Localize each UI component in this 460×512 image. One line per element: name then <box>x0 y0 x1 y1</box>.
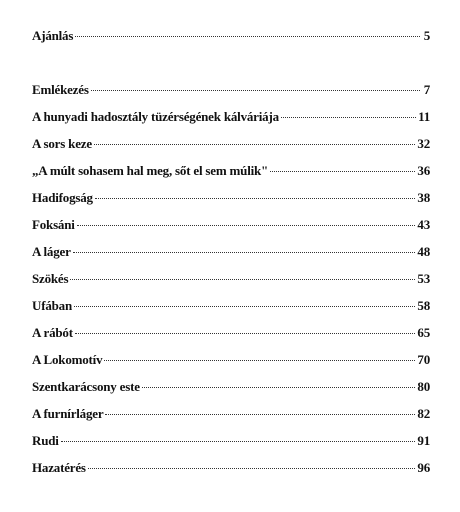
toc-entry-page: 5 <box>423 28 430 43</box>
dot-leader <box>270 171 415 172</box>
toc-entry-lager <box>32 244 430 271</box>
toc-entry-page: 53 <box>417 271 430 286</box>
toc-entry-title: Hazatérés <box>32 460 86 475</box>
toc-entry-page: 80 <box>417 379 430 394</box>
toc-entry-title: Foksáni <box>32 217 75 232</box>
toc-entry-page: 70 <box>417 352 430 367</box>
dot-leader <box>104 360 415 361</box>
toc-entry-title: Ufában <box>32 298 72 313</box>
toc-entry-furnirlager <box>32 406 430 433</box>
toc-entry-title: Szökés <box>32 271 69 286</box>
toc-entry-title: A rábót <box>32 325 73 340</box>
dot-leader <box>105 414 415 415</box>
toc-entry-emlekezes <box>32 82 430 109</box>
toc-entry-lokomotiv <box>32 352 430 379</box>
toc-entry-title: A furnírláger <box>32 406 104 421</box>
dot-leader <box>77 225 416 226</box>
toc-entry-page: 36 <box>417 163 430 178</box>
toc-entry-title: Ajánlás <box>32 28 74 43</box>
dot-leader <box>70 279 415 280</box>
toc-entry-hadifogsag <box>32 190 430 217</box>
dot-leader <box>94 144 415 145</box>
toc-entry-hazateres <box>32 460 430 487</box>
toc-entry-title: Szentkarácsony este <box>32 379 140 394</box>
toc-entry-title: Rudi <box>32 433 59 448</box>
toc-entry-mult <box>32 163 430 190</box>
dot-leader <box>61 441 416 442</box>
dot-leader <box>142 387 416 388</box>
toc-entry-rabot <box>32 325 430 352</box>
toc-entry-ajanlas <box>32 28 430 55</box>
dot-leader <box>75 333 416 334</box>
toc-entry-foksani <box>32 217 430 244</box>
toc-entry-page: 58 <box>417 298 430 313</box>
dot-leader <box>75 36 420 37</box>
dot-leader <box>88 468 416 469</box>
toc-entry-szokes <box>32 271 430 298</box>
toc-entry-page: 7 <box>423 82 430 97</box>
toc-entry-title: A hunyadi hadosztály tüzérségének kálváriája <box>32 109 279 124</box>
dot-leader <box>91 90 420 91</box>
toc-entry-rudi <box>32 433 430 460</box>
toc-entry-page: 32 <box>417 136 430 151</box>
toc-entry-title: „A múlt sohasem hal meg, sőt el sem múlik" <box>32 163 269 178</box>
toc-entry-page: 65 <box>417 325 430 340</box>
table-of-contents <box>32 28 430 487</box>
toc-entry-page: 11 <box>418 109 430 124</box>
toc-entry-szentkaracsony <box>32 379 430 406</box>
dot-leader <box>95 198 416 199</box>
toc-entry-page: 48 <box>417 244 430 259</box>
toc-entry-title: A láger <box>32 244 71 259</box>
toc-entry-page: 82 <box>417 406 430 421</box>
dot-leader <box>73 252 416 253</box>
toc-entry-page: 43 <box>417 217 430 232</box>
dot-leader <box>281 117 416 118</box>
toc-entry-page: 38 <box>417 190 430 205</box>
toc-entry-page: 96 <box>417 460 430 475</box>
toc-entry-title: Emlékezés <box>32 82 89 97</box>
toc-entry-hunyadi <box>32 109 430 136</box>
toc-entry-ufaban <box>32 298 430 325</box>
toc-entry-title: A Lokomotív <box>32 352 103 367</box>
toc-entry-sors-keze <box>32 136 430 163</box>
toc-entry-page: 91 <box>417 433 430 448</box>
toc-entry-title: A sors keze <box>32 136 92 151</box>
dot-leader <box>74 306 415 307</box>
toc-entry-title: Hadifogság <box>32 190 93 205</box>
